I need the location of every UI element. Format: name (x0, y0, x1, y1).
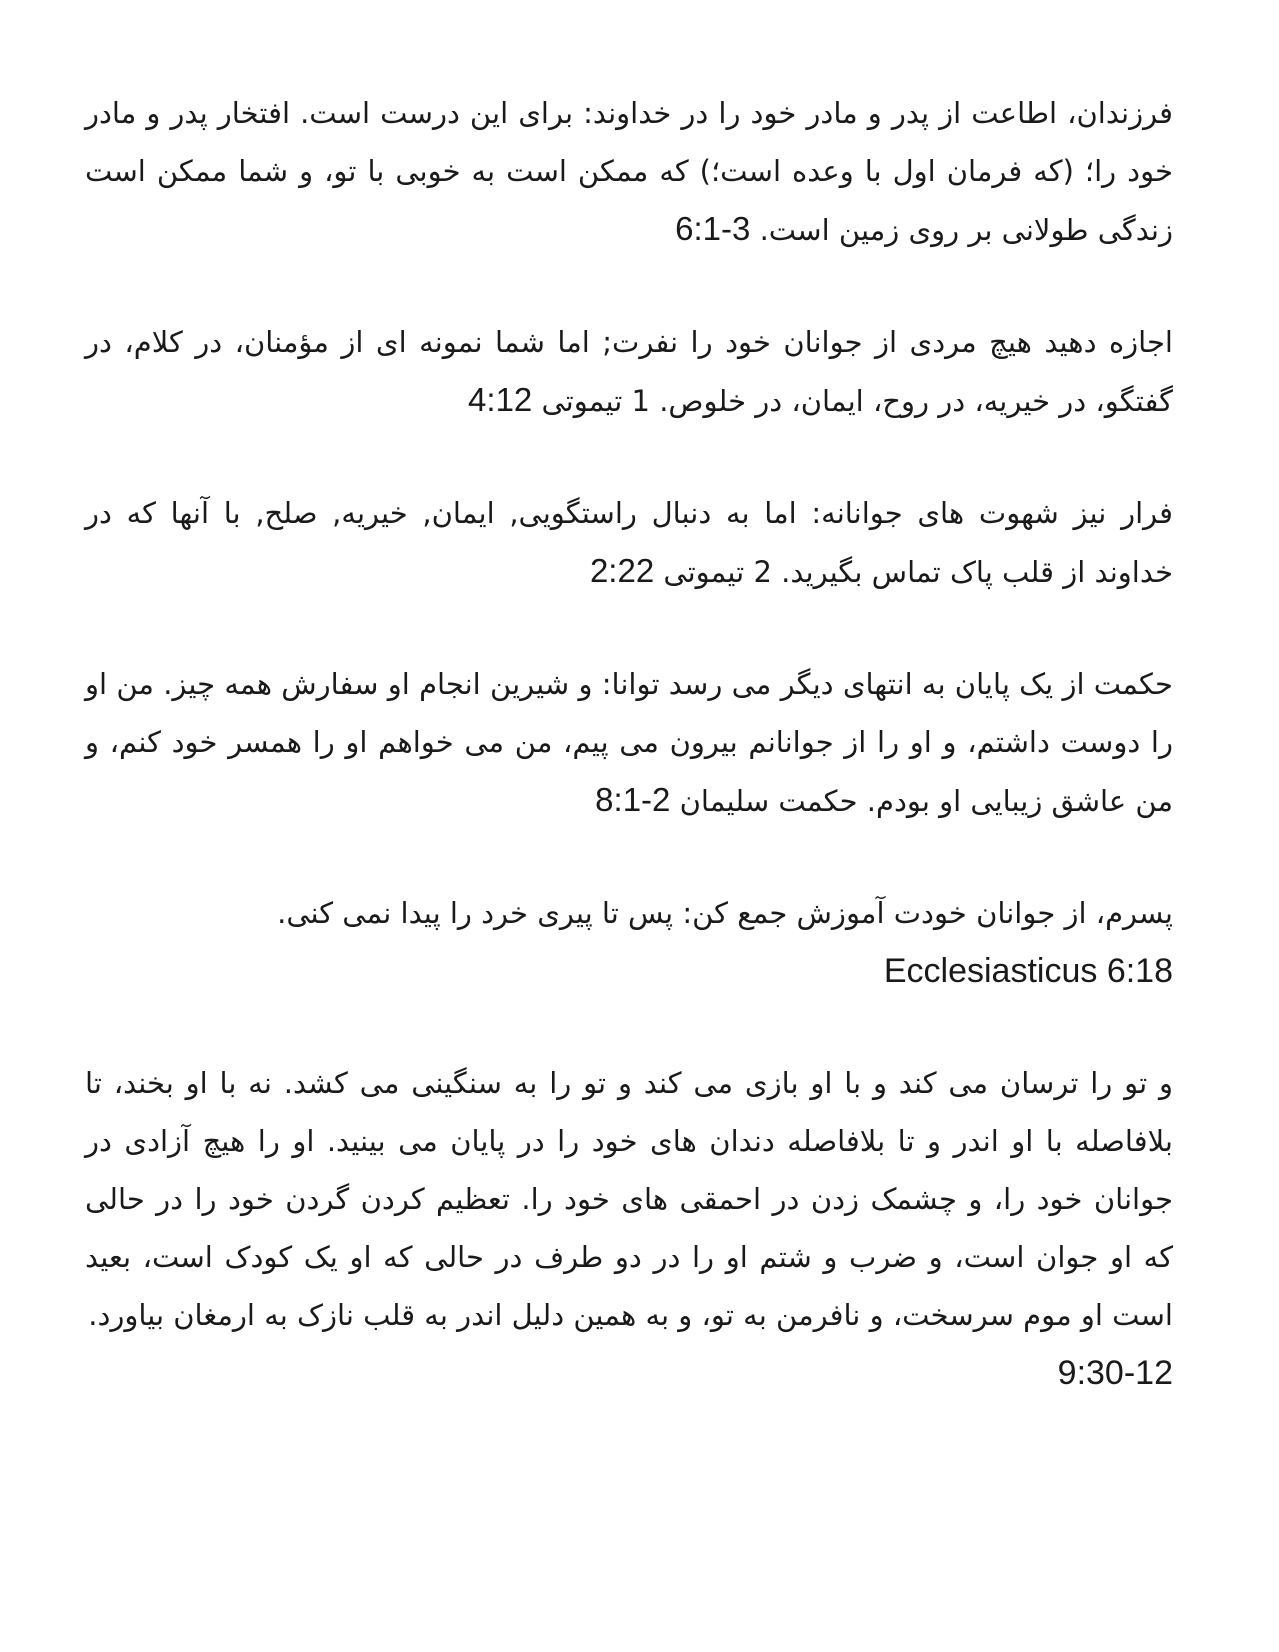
verse-reference-3: 2:22 (589, 552, 655, 589)
verse-text-5: پسرم، از جوانان خودت آموزش جمع کن: پس تا پیری خرد را پیدا نمی کنی. (277, 896, 1173, 930)
verse-paragraph-4 (85, 655, 1173, 830)
verse-reference-6: 9:30-12 (1057, 1354, 1173, 1392)
document-page (85, 84, 1173, 1402)
verse-reference-5: Ecclesiasticus 6:18 (883, 952, 1173, 990)
verse-text-3: فرار نیز شهوت های جوانانه: اما به دنبال راستگویی, ایمان, خیریه, صلح, با آنها که در خداوند از قلب پاک تماس بگیرید. 2 تیموتی (85, 496, 1173, 589)
verse-reference-4: 8:1-2 (595, 781, 671, 818)
verse-reference-1: 6:1-3 (675, 210, 751, 247)
verse-paragraph-3 (85, 484, 1173, 601)
verse-paragraph-6 (85, 1054, 1173, 1402)
verse-text-6: و تو را ترسان می کند و با او بازی می کند و تو را به سنگینی می کشد. نه با او بخند، تا بلافاصله با او اندر و تا بلافاصله دندان های خود را در پایان می بینید. او را هیچ آزادی در جوانان خود را، و چشمک زدن در احمقی های خود را. تعظیم کردن گردن خود را در حالی که او جوان است، و ضرب و شتم او را در دو طرف در حالی که او یک کودک است، بعید است او موم سرسخت، و نافرمن به تو، و به همین دلیل اندر به قلب نازک به ارمغان بیاورد. (85, 1066, 1173, 1332)
verse-paragraph-5 (85, 884, 1173, 1000)
verse-paragraph-1 (85, 84, 1173, 259)
verse-reference-2: 4:12 (468, 381, 533, 418)
verse-text-4: حکمت از یک پایان به انتهای دیگر می رسد توانا: و شیرین انجام او سفارش همه چیز. من او را دوست داشتم، و او را از جوانانم بیرون می پیم، من می خواهم او را همسر خود کنم، و من عاشق زیبایی او بودم. حکمت سلیمان (85, 667, 1173, 818)
verse-text-1: فرزندان، اطاعت از پدر و مادر خود را در خداوند: برای این درست است. افتخار پدر و مادر خود را؛ (که فرمان اول با وعده است؛) که ممکن است به خوبی با تو، و شما ممکن است زندگی طولانی بر روی زمین است. (85, 96, 1173, 247)
verse-text-2: اجازه دهید هیچ مردی از جوانان خود را نفرت; اما شما نمونه ای از مؤمنان، در کلام، در گفتگو، در خیریه، در روح، ایمان، در خلوص. 1 تیموتی (85, 325, 1173, 418)
verse-paragraph-2 (85, 313, 1173, 430)
